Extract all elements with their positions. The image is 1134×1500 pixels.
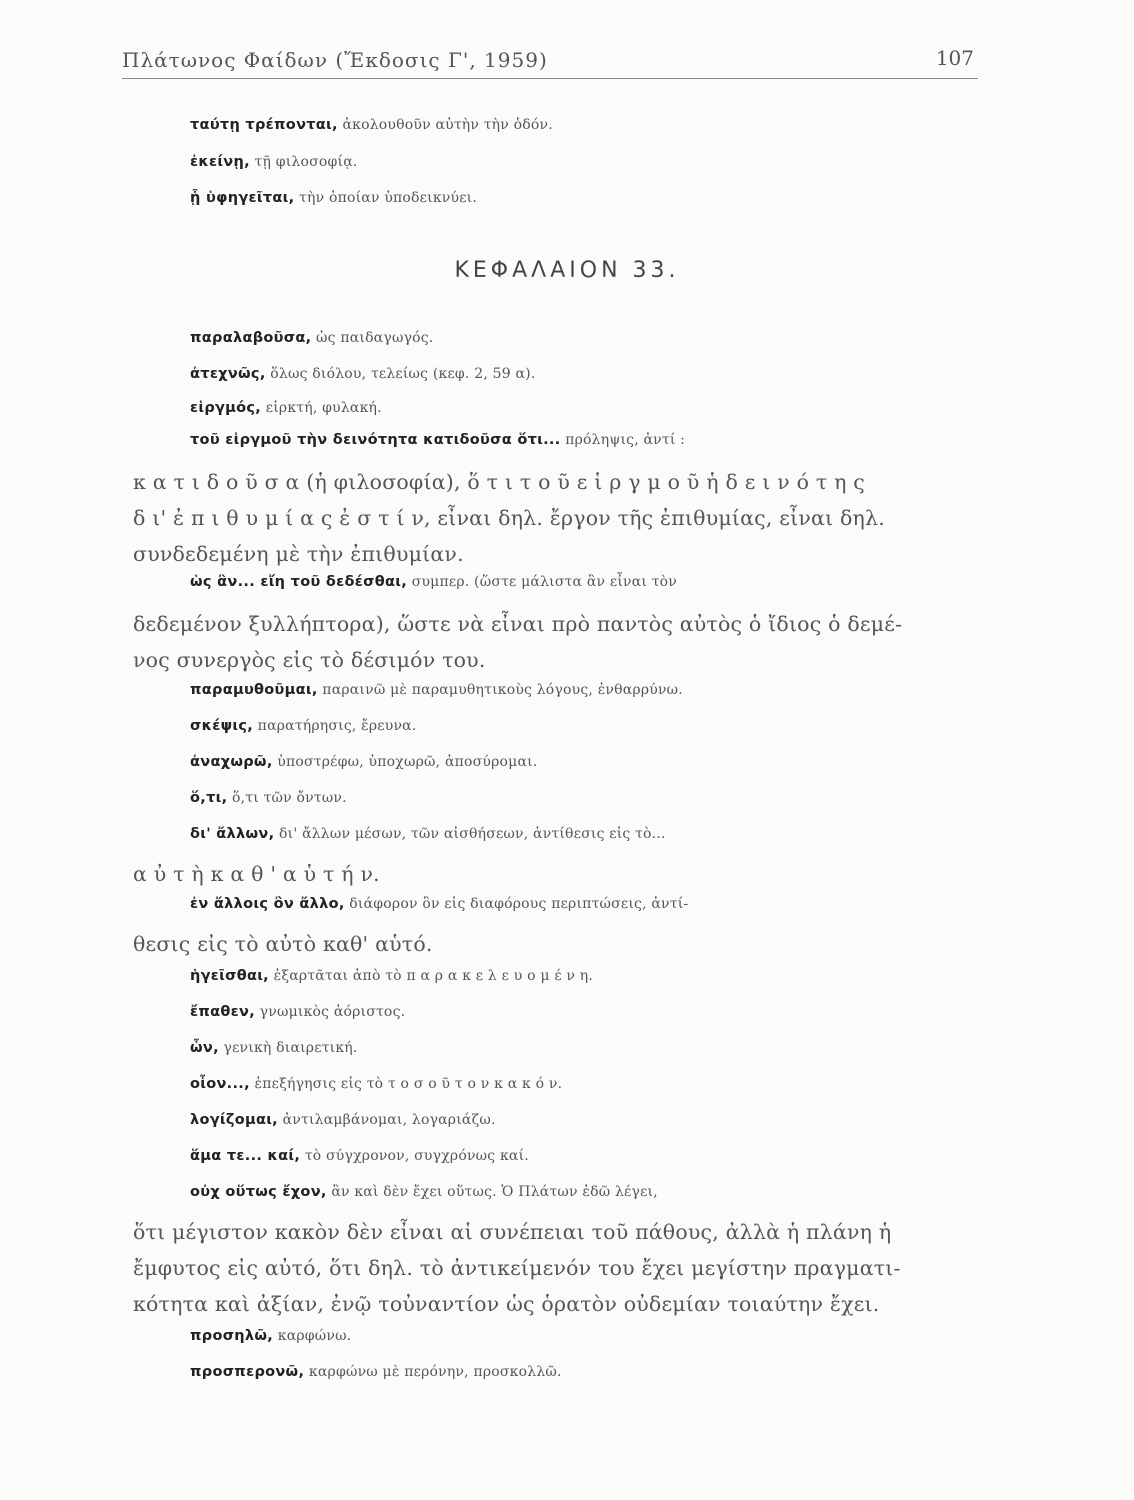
lemma: προσηλῶ,	[190, 1328, 274, 1344]
entry-line	[190, 1184, 1050, 1200]
gloss: τῇ φιλοσοφίᾳ.	[249, 154, 358, 170]
continuation-line	[133, 648, 993, 672]
entry-line	[190, 154, 1050, 170]
continuation-line	[133, 506, 993, 530]
lemma: παραμυθοῦμαι,	[190, 682, 318, 698]
lemma: δι' ἄλλων,	[190, 826, 275, 842]
gloss: γενικὴ διαιρετική.	[218, 1040, 358, 1056]
gloss: ἐξαρτᾶται ἀπὸ τὸ π α ρ α κ ε λ ε υ ο μ έ ν η.	[269, 968, 594, 984]
lemma: ταύτῃ τρέπονται,	[190, 117, 338, 133]
running-header	[122, 44, 978, 79]
entry-line	[190, 1076, 1050, 1092]
entry-line	[190, 366, 1050, 382]
entry-line	[190, 896, 1050, 912]
continuation-line	[133, 470, 993, 494]
continuation-line	[133, 1220, 993, 1244]
lemma: ὧν,	[190, 1040, 219, 1056]
entry-line	[190, 790, 1050, 806]
entry-line	[190, 574, 1050, 590]
gloss: τὴν ὁποίαν ὑποδεικνύει.	[294, 190, 477, 206]
lemma: οὐχ οὕτως ἔχον,	[190, 1184, 327, 1200]
gloss: νος συνεργὸς εἰς τὸ δέσιμόν του.	[133, 648, 486, 672]
continuation-line	[133, 1256, 993, 1280]
continuation-line	[133, 862, 993, 886]
entry-line	[190, 1004, 1050, 1020]
lemma: ἀναχωρῶ,	[190, 754, 273, 770]
lemma: εἱργμός,	[190, 400, 262, 416]
continuation-line	[133, 932, 993, 956]
gloss: πρόληψις, ἀντί :	[560, 432, 686, 448]
gloss: κ α τ ι δ ο ῦ σ α (ἡ φιλοσοφία), ὅ τ ι τ ο ῦ ε ἱ ρ γ μ ο ῦ ἡ δ ε ι ν ό τ η ς	[133, 470, 865, 494]
gloss: εἱρκτή, φυλακή.	[261, 400, 382, 416]
entry-line	[190, 682, 1050, 698]
lemma: ὡς ἂν... εἴη τοῦ δεδέσθαι,	[190, 574, 408, 590]
gloss: διάφορον ὂν εἰς διαφόρους περιπτώσεις, ἀντί-	[344, 896, 689, 912]
gloss: καρφώνω μὲ περόνην, προσκολλῶ.	[304, 1364, 562, 1380]
gloss: ὡς παιδαγωγός.	[311, 330, 434, 346]
chapter-heading: ΚΕΦΑΛΑΙΟΝ 33.	[454, 258, 680, 283]
gloss: ἀκολουθοῦν αὐτὴν τὴν ὁδόν.	[337, 117, 553, 133]
lemma: ἐκείνῃ,	[190, 154, 250, 170]
gloss: ἔμφυτος εἰς αὐτό, ὅτι δηλ. τὸ ἀντικείμενόν του ἔχει μεγίστην πραγματι-	[133, 1256, 901, 1280]
gloss: ὑποστρέφω, ὑποχωρῶ, ἀποσύρομαι.	[272, 754, 538, 770]
lemma: σκέψις,	[190, 718, 254, 734]
entry-line	[190, 718, 1050, 734]
continuation-line	[133, 542, 993, 566]
gloss: ἂν καὶ δὲν ἔχει οὕτως. Ὁ Πλάτων ἐδῶ λέγει,	[326, 1184, 658, 1200]
gloss: ἐπεξήγησις εἰς τὸ τ ο σ ο ῦ τ ο ν κ α κ ό ν.	[249, 1076, 563, 1092]
lemma: ἀτεχνῶς,	[190, 366, 266, 382]
lemma: ἔπαθεν,	[190, 1004, 256, 1020]
gloss: ὅ,τι τῶν ὄντων.	[227, 790, 347, 806]
gloss: κότητα καὶ ἀξίαν, ἐνῷ τοὐναντίον ὡς ὁρατὸν οὐδεμίαν τοιαύτην ἔχει.	[133, 1292, 880, 1316]
lemma: ἡγεῖσθαι,	[190, 968, 269, 984]
entry-line	[190, 432, 1050, 448]
gloss: δεδεμένον ξυλλήπτορα), ὥστε νὰ εἶναι πρὸ παντὸς αὐτὸς ὁ ἴδιος ὁ δεμέ-	[133, 612, 903, 636]
entry-line	[190, 1040, 1050, 1056]
gloss: καρφώνω.	[273, 1328, 352, 1344]
lemma: ᾗ ὑφηγεῖται,	[190, 190, 295, 206]
continuation-line	[133, 1292, 993, 1316]
gloss: α ὐ τ ὴ κ α θ ' α ὑ τ ή ν.	[133, 862, 380, 886]
lemma: λογίζομαι,	[190, 1112, 278, 1128]
gloss: συμπερ. (ὥστε μάλιστα ἂν εἶναι τὸν	[407, 574, 677, 590]
entry-line	[190, 1328, 1050, 1344]
lemma: παραλαβοῦσα,	[190, 330, 312, 346]
gloss: δ ι' ἐ π ι θ υ μ ί α ς ἐ σ τ ί ν, εἶναι δηλ. ἔργον τῆς ἐπιθυμίας, εἶναι δηλ.	[133, 506, 885, 530]
entry-line	[190, 754, 1050, 770]
page-number: 107	[935, 46, 974, 70]
entry-line	[190, 1148, 1050, 1164]
entry-line	[190, 968, 1050, 984]
gloss: συνδεδεμένη μὲ τὴν ἐπιθυμίαν.	[133, 542, 464, 566]
lemma: ὅ,τι,	[190, 790, 228, 806]
lemma: οἷον...,	[190, 1076, 250, 1092]
entry-line	[190, 190, 1050, 206]
entry-line	[190, 1112, 1050, 1128]
lemma: τοῦ εἱργμοῦ τὴν δεινότητα κατιδοῦσα ὅτι...	[190, 432, 561, 448]
gloss: δι' ἄλλων μέσων, τῶν αἰσθήσεων, ἀντίθεσις εἰς τὸ...	[274, 826, 666, 842]
gloss: παραινῶ μὲ παραμυθητικοὺς λόγους, ἐνθαρρύνω.	[317, 682, 683, 698]
entry-line	[190, 330, 1050, 346]
gloss: θεσις εἰς τὸ αὐτὸ καθ' αὑτό.	[133, 932, 433, 956]
lemma: προσπερονῶ,	[190, 1364, 305, 1380]
entry-line	[190, 400, 1050, 416]
gloss: ἀντιλαμβάνομαι, λογαριάζω.	[277, 1112, 496, 1128]
entry-line	[190, 1364, 1050, 1380]
lemma: ἅμα τε... καί,	[190, 1148, 301, 1164]
gloss: γνωμικὸς ἀόριστος.	[255, 1004, 406, 1020]
entry-line	[190, 117, 1050, 133]
entry-line	[190, 826, 1050, 842]
gloss: τὸ σύγχρονον, συγχρόνως καί.	[300, 1148, 529, 1164]
book-title: Πλάτωνος Φαίδων (Ἔκδοσις Γ', 1959)	[122, 48, 548, 72]
gloss: ὅλως διόλου, τελείως (κεφ. 2, 59 α).	[265, 366, 536, 382]
gloss: παρατήρησις, ἔρευνα.	[253, 718, 417, 734]
lemma: ἐν ἄλλοις ὂν ἄλλο,	[190, 896, 345, 912]
gloss: ὅτι μέγιστον κακὸν δὲν εἶναι αἱ συνέπειαι τοῦ πάθους, ἀλλὰ ἡ πλάνη ἡ	[133, 1220, 892, 1244]
continuation-line	[133, 612, 993, 636]
